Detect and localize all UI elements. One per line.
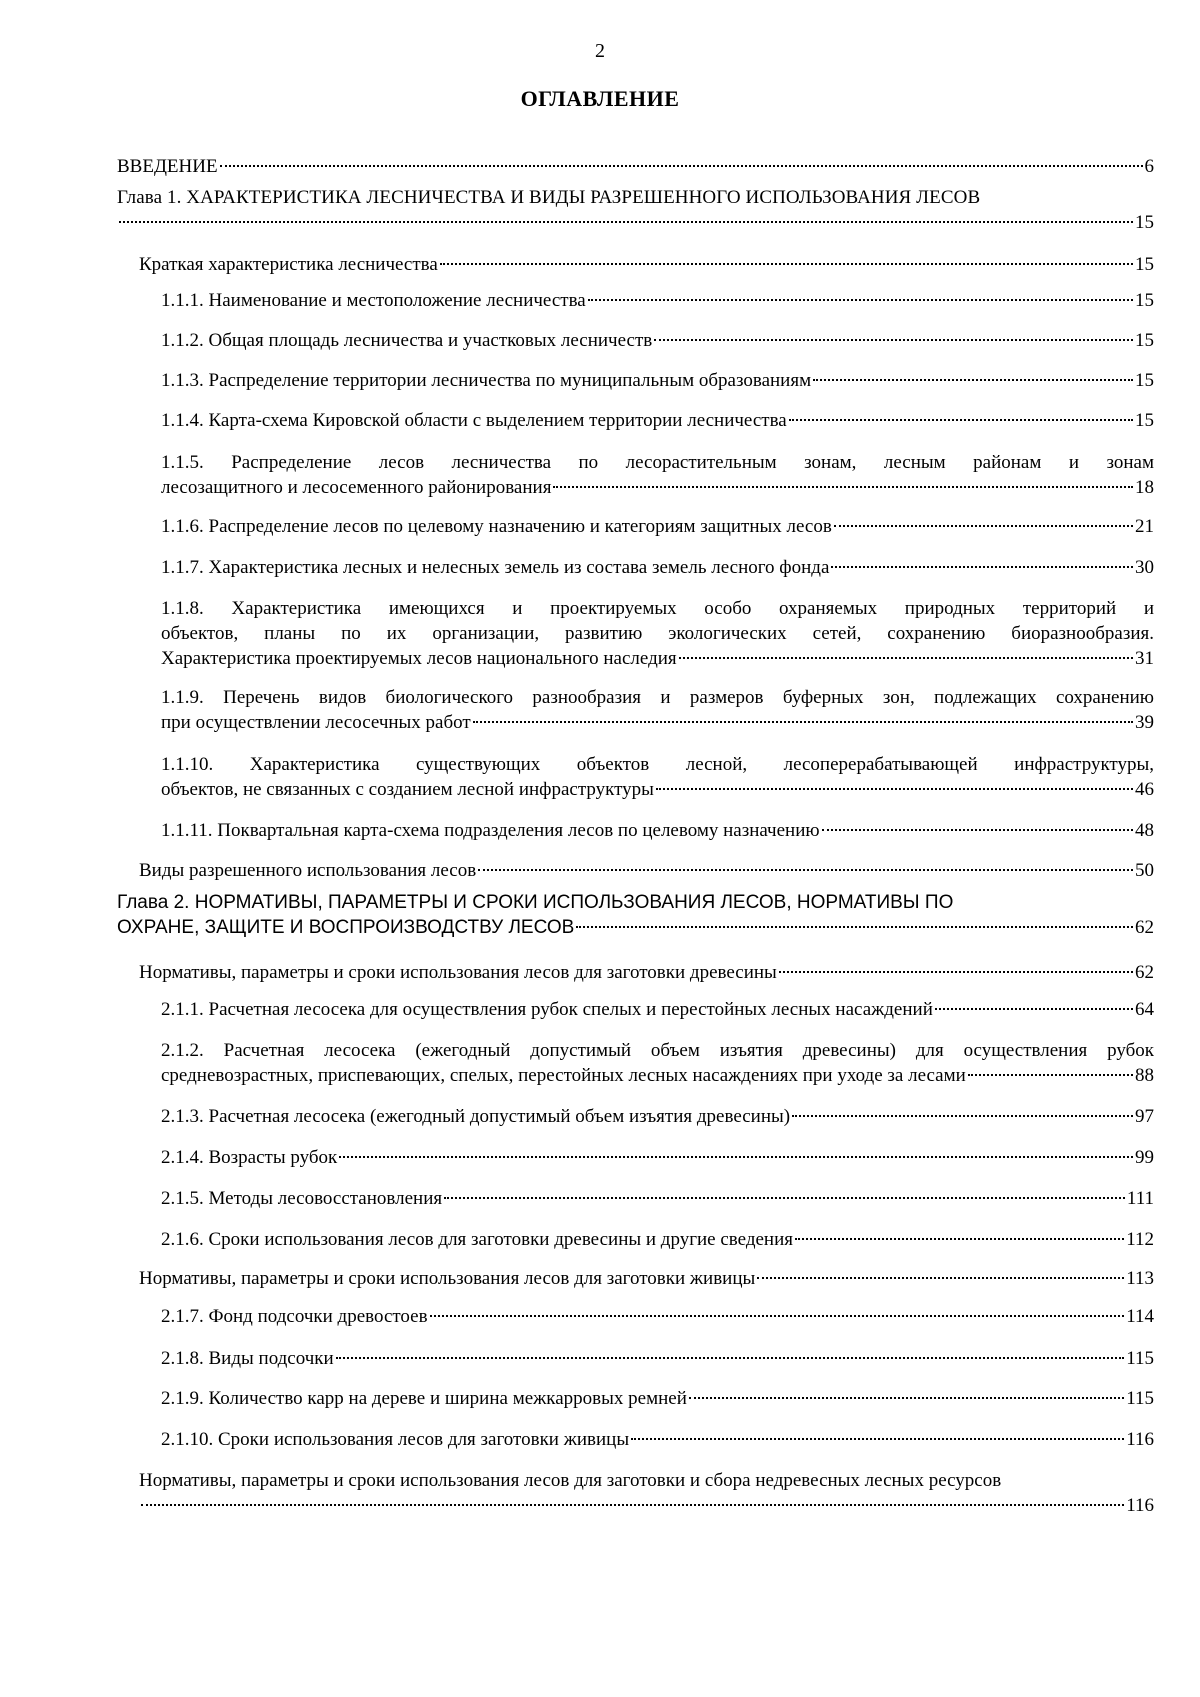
toc-entry-text-tail: при осуществлении лесосечных работ [161, 712, 471, 733]
toc-entry-1-1-6[interactable] [161, 514, 1154, 539]
toc-entry-1-1-3[interactable] [161, 368, 1154, 393]
toc-entry-page: 15 [1135, 212, 1154, 233]
toc-entry-2-1-8[interactable] [161, 1346, 1154, 1371]
toc-entry-page: 15 [1135, 370, 1154, 391]
toc-entry-page: 115 [1126, 1388, 1154, 1409]
toc-entry-2-1-6[interactable] [161, 1227, 1154, 1252]
toc-entry-page: 50 [1135, 860, 1154, 881]
toc-entry-text: Виды разрешенного использования лесов [139, 860, 477, 881]
toc-entry-page: 97 [1135, 1106, 1154, 1127]
toc-entry-text-tail: Характеристика проектируемых лесов национального наследия [161, 648, 677, 669]
toc-entry-1-1-11[interactable] [161, 818, 1154, 843]
toc-entry-page: 18 [1135, 477, 1154, 498]
toc-entry-page: 21 [1135, 516, 1154, 537]
toc-entry-text-tail: объектов, не связанных с созданием лесной инфраструктуры [161, 779, 654, 800]
toc-entry-page: 88 [1135, 1065, 1154, 1086]
toc-entry-text: 1.1.1. Наименование и местоположение лесничества [161, 290, 586, 311]
toc-entry-text: 2.1.3. Расчетная лесосека (ежегодный допустимый объем изъятия древесины) [161, 1106, 791, 1127]
toc-entry-page: 15 [1135, 254, 1154, 275]
toc-entry-1-1-1[interactable] [161, 288, 1154, 313]
toc-entry-text: 2.1.4. Возрасты рубок [161, 1147, 338, 1168]
toc-entry-page: 111 [1126, 1188, 1154, 1209]
toc-entry-1-1-5[interactable] [161, 450, 1154, 500]
toc-entry-text: 1.1.7. Характеристика лесных и нелесных земель из состава земель лесного фонда [161, 557, 830, 578]
toc-entry-text: 2.1.6. Сроки использования лесов для заготовки древесины и другие сведения [161, 1229, 794, 1250]
toc-entry-text: 2.1.8. Виды подсочки [161, 1348, 334, 1369]
toc-entry-2-1-7[interactable] [161, 1304, 1154, 1329]
toc-title: ОГЛАВЛЕНИЕ [520, 86, 680, 111]
toc-entry-page: 64 [1135, 999, 1154, 1020]
toc-entry-page: 48 [1135, 820, 1154, 841]
toc-entry-text: 1.1.11. Поквартальная карта-схема подразделения лесов по целевому назначению [161, 820, 820, 841]
toc-entry-text: Нормативы, параметры и сроки использования лесов для заготовки живицы [139, 1268, 756, 1289]
toc-entry-text: 1.1.4. Карта-схема Кировской области с выделением территории лесничества [161, 410, 787, 431]
toc-entry-2-1-4[interactable] [161, 1145, 1154, 1170]
toc-entry-text: 2.1.2. Расчетная лесосека (ежегодный допустимый объем изъятия древесины) для осуществления рубок [161, 1040, 1154, 1061]
toc-entry-page: 62 [1135, 917, 1154, 938]
toc-entry-text: Глава 2. НОРМАТИВЫ, ПАРАМЕТРЫ И СРОКИ ИСПОЛЬЗОВАНИЯ ЛЕСОВ, НОРМАТИВЫ ПО [117, 892, 954, 913]
toc-entry-page: 46 [1135, 779, 1154, 800]
toc-entry-text: Нормативы, параметры и сроки использования лесов для заготовки и сбора недревесных лесных ресурсов [139, 1470, 1002, 1491]
toc-entry-2-1-9[interactable] [161, 1386, 1154, 1411]
toc-entry-page: 6 [1144, 156, 1154, 177]
toc-entry-text: Нормативы, параметры и сроки использования лесов для заготовки древесины [139, 962, 777, 983]
toc-entry-permitted-uses[interactable] [139, 858, 1154, 883]
toc-entry-1-1-10[interactable] [161, 752, 1154, 802]
toc-entry-text: 1.1.8. Характеристика имеющихся и проектируемых особо охраняемых природных территорий и [161, 598, 1154, 619]
toc-entry-text: 1.1.5. Распределение лесов лесничества по лесорастительным зонам, лесным районам и зонам [161, 452, 1154, 473]
toc-entry-page: 112 [1126, 1229, 1154, 1250]
toc-entry-page: 15 [1135, 410, 1154, 431]
toc-entry-chapter-2[interactable] [117, 890, 1154, 940]
toc-entry-brief-characteristics[interactable] [139, 252, 1154, 277]
toc-entry-chapter-1[interactable] [117, 185, 1154, 235]
toc-entry-text: 2.1.10. Сроки использования лесов для заготовки живицы [161, 1429, 630, 1450]
toc-entry-text: 2.1.7. Фонд подсочки древостоев [161, 1306, 428, 1327]
toc-entry-page: 115 [1126, 1348, 1154, 1369]
toc-entry-1-1-9[interactable] [161, 685, 1154, 735]
toc-entry-page: 114 [1126, 1306, 1154, 1327]
toc-entry-2-1-10[interactable] [161, 1427, 1154, 1452]
toc-entry-text-tail: ОХРАНЕ, ЗАЩИТЕ И ВОСПРОИЗВОДСТВУ ЛЕСОВ [117, 917, 575, 938]
toc-entry-page: 113 [1126, 1268, 1154, 1289]
toc-entry-text: Краткая характеристика лесничества [139, 254, 438, 275]
toc-entry-page: 31 [1135, 648, 1154, 669]
toc-entry-1-1-4[interactable] [161, 408, 1154, 433]
toc-entry-text: 1.1.6. Распределение лесов по целевому назначению и категориям защитных лесов [161, 516, 832, 537]
toc-entry-1-1-2[interactable] [161, 328, 1154, 353]
toc-entry-text: Глава 1. ХАРАКТЕРИСТИКА ЛЕСНИЧЕСТВА И ВИДЫ РАЗРЕШЕННОГО ИСПОЛЬЗОВАНИЯ ЛЕСОВ [117, 187, 981, 208]
toc-entry-text: 1.1.3. Распределение территории лесничества по муниципальным образованиям [161, 370, 812, 391]
toc-entry-2-1-5[interactable] [161, 1186, 1154, 1211]
toc-entry-page: 116 [1126, 1429, 1154, 1450]
toc-entry-page: 62 [1135, 962, 1154, 983]
toc-entry-text: 1.1.10. Характеристика существующих объектов лесной, лесоперерабатывающей инфраструктуры, [161, 754, 1154, 775]
toc-entry-page: 99 [1135, 1147, 1154, 1168]
toc-entry-text: 2.1.1. Расчетная лесосека для осуществления рубок спелых и перестойных лесных насаждений [161, 999, 933, 1020]
toc-entry-text: 1.1.2. Общая площадь лесничества и участковых лесничеств [161, 330, 653, 351]
toc-entry-2-1-3[interactable] [161, 1104, 1154, 1129]
toc-entry-timber-harvesting[interactable] [139, 960, 1154, 985]
toc-entry-text: 2.1.9. Количество карр на дереве и ширина межкарровых ремней [161, 1388, 687, 1409]
page-number: 2 [595, 40, 605, 62]
toc-entry-2-1-1[interactable] [161, 997, 1154, 1022]
toc-entry-introduction[interactable] [117, 154, 1154, 179]
toc-entry-text: 2.1.5. Методы лесовосстановления [161, 1188, 443, 1209]
toc-entry-text-tail: лесозащитного и лесосеменного районирования [161, 477, 552, 498]
toc-entry-page: 39 [1135, 712, 1154, 733]
toc-entry-page: 15 [1135, 330, 1154, 351]
toc-entry-page: 15 [1135, 290, 1154, 311]
toc-entry-text-tail: средневозрастных, приспевающих, спелых, перестойных лесных насаждениях при уходе за лесами [161, 1065, 966, 1086]
toc-entry-text: ВВЕДЕНИЕ [117, 156, 218, 177]
toc-entry-1-1-7[interactable] [161, 555, 1154, 580]
toc-entry-page: 116 [1126, 1495, 1154, 1516]
toc-entry-text-2: объектов, планы по их организации, развитию экологических сетей, сохранению биоразнообразия. [161, 623, 1154, 644]
toc-entry-page: 30 [1135, 557, 1154, 578]
toc-entry-resin-harvesting[interactable] [139, 1266, 1154, 1291]
toc-entry-text: 1.1.9. Перечень видов биологического разнообразия и размеров буферных зон, подлежащих сохранению [161, 687, 1154, 708]
toc-entry-2-1-2[interactable] [161, 1038, 1154, 1088]
toc-entry-non-timber-resources[interactable] [139, 1468, 1154, 1518]
toc-entry-1-1-8[interactable] [161, 596, 1154, 671]
